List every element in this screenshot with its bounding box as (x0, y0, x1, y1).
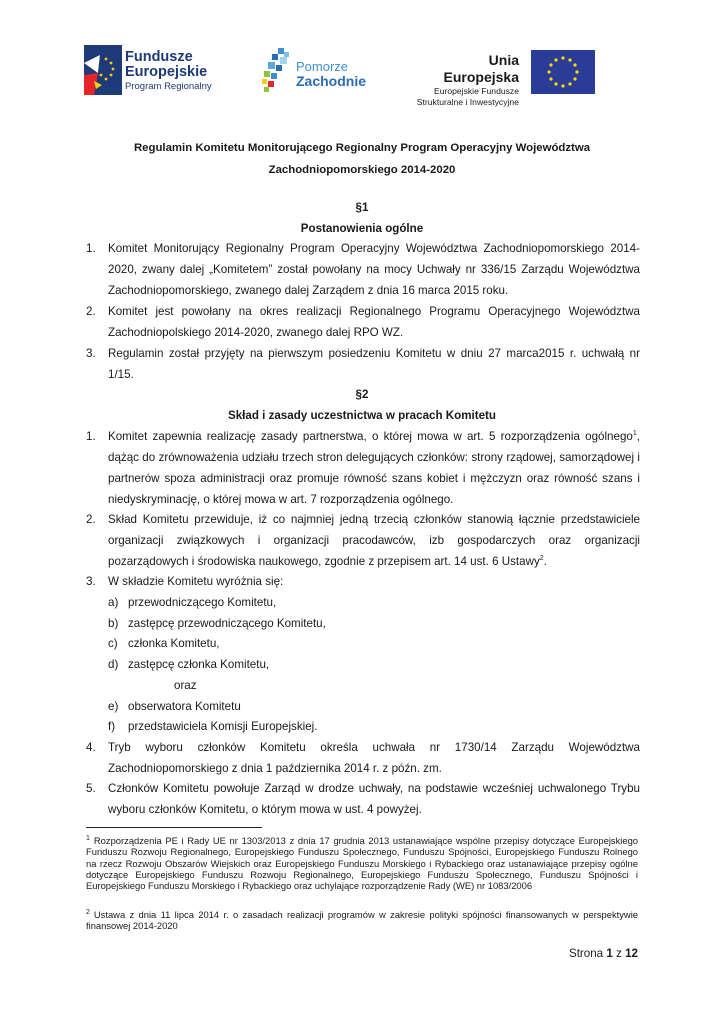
list-item (86, 737, 640, 779)
footnote-mark: 2 (86, 908, 90, 916)
item-number: 1. (86, 242, 96, 255)
eu-flag-icon (531, 50, 595, 94)
item-number: 1. (86, 430, 96, 443)
list-item (86, 509, 640, 572)
item-text (108, 426, 640, 510)
section2-heading: Skład i zasady uczestnictwa w pracach Komitetu (227, 409, 497, 422)
sub-item-text: przewodniczącego Komitetu, (128, 596, 277, 609)
sub-list-item (86, 613, 640, 634)
footnote-1 (86, 835, 638, 891)
item-text: Regulamin został przyjęty na pierwszym posiedzeniu Komitetu w dniu 27 marca2015 r. uchwałą nr 1/15. (108, 347, 640, 381)
item-number: 2. (86, 513, 96, 526)
section1-heading: Postanowienia ogólne (300, 222, 424, 235)
section2-sign: §2 (355, 388, 369, 401)
footnote-divider (86, 827, 262, 828)
item-number: 3. (86, 347, 96, 360)
page-prefix: Strona (568, 947, 604, 960)
item-text: W składzie Komitetu wyróżnia się: (108, 575, 284, 588)
footnote-ref-2[interactable]: 2 (539, 555, 544, 563)
footnote-ref-1[interactable]: 1 (632, 430, 637, 438)
title-line1: Regulamin Komitetu Monitorującego Regionalny Program Operacyjny Województwa (133, 142, 591, 154)
list-item (86, 343, 640, 385)
sub-item-letter: f) (108, 720, 116, 733)
sub-item-text: obserwatora Komitetu (128, 700, 241, 713)
item-text: Komitet Monitorujący Regionalny Program Operacyjny Województwa Zachodniopomorskiego 2014-2020, zwany dalej „Komitetem” został powołany na mocy Uchwały nr 336/15 Zarządu Województwa Zachodniopomorskiego, zwanego dalej Zarządem z dnia 16 marca 2015 roku. (108, 242, 640, 297)
sub-item-letter: a) (108, 596, 119, 609)
document-title (100, 137, 624, 181)
item-text (108, 509, 640, 572)
sub-list-item (86, 592, 640, 613)
sub-list-item (86, 696, 640, 717)
pz-logo-line1: Pomorze (296, 59, 349, 74)
item-text: Tryb wyboru członków Komitetu określa uchwała nr 1730/14 Zarządu Województwa Zachodniopomorskiego z dnia 1 października 2014 r. z późn. zm. (108, 741, 640, 775)
fe-logo-line2: Europejskie (125, 64, 208, 80)
sub-item-text: przedstawiciela Komisji Europejskiej. (128, 720, 318, 733)
pomorze-zachodnie-emblem-icon (260, 48, 296, 94)
pz-logo-line2: Zachodnie (296, 73, 367, 89)
sub-item-letter: d) (108, 658, 119, 671)
footnote-text: Ustawa z dnia 11 lipca 2014 r. o zasadach realizacji programów w zakresie polityki spójności finansowanych w perspektywie finansowej 2014-2020 (86, 909, 638, 932)
footnote-text: Rozporządzenia PE i Rady UE nr 1303/2013 z dnia 17 grudnia 2013 ustanawiające wspólne przepisy dotyczące Europejskiego Funduszu Rozwoju Regionalnego, Europejskiego Funduszu Społecznego, Funduszu Spójności, Europejskiego Funduszu Rolnego na rzecz Rozwoju Obszarów Wiejskich oraz Europejskiego Funduszu Morskiego i Rybackiego oraz ustanawiające przepisy ogólne dotyczące Europejskiego Funduszu Rozwoju Regionalnego, Europejskiego Funduszu Społecznego, Funduszu Spójności i Europejskiego Funduszu Morskiego i Rybackiego oraz uchylające rozporządzenie Rady (WE) nr 1083/2006 (86, 835, 638, 892)
section1-sign: §1 (355, 201, 369, 214)
list-item (86, 301, 640, 343)
item-number: 4. (86, 741, 96, 754)
footnote-mark: 1 (86, 834, 90, 842)
sub-item-text: zastępcę członka Komitetu, (128, 658, 270, 671)
fe-logo-line1: Fundusze (125, 49, 193, 65)
footnote-2 (86, 909, 638, 932)
oraz-connector: oraz (174, 679, 197, 692)
sub-list-item (86, 654, 640, 675)
item-number: 5. (86, 782, 96, 795)
item-text-part: , dążąc do zrównoważenia udziału trzech stron delegujących członków: strony rządowej, samorządowej i partnerów spoza administracji oraz promuje równość szans kobiet i mężczyzn oraz równość szans i niedyskryminację, o której mowa w art. 7 rozporządzenia ogólnego. (108, 430, 640, 506)
item-number: 3. (86, 575, 96, 588)
sub-item-text: zastępcę przewodniczącego Komitetu, (128, 617, 326, 630)
page-number (560, 947, 638, 960)
sub-item-text: członka Komitetu, (128, 637, 220, 650)
item-number: 2. (86, 305, 96, 318)
list-item (86, 778, 640, 820)
sub-list-item (86, 716, 640, 737)
fe-logo-line3: Program Regionalny (125, 81, 212, 92)
page-current: 1 (606, 947, 613, 960)
item-text-part: Skład Komitetu przewiduje, iż co najmniej jedną trzecią członków stanowią łącznie przedstawiciele organizacji związkowych i organizacji pracodawców, izb gospodarczych oraz organizacji pozarządowych i środowiska naukowego, zgodnie z przepisem art. 14 ust. 6 Ustawy (108, 513, 640, 568)
pomorze-zachodnie-logo (296, 60, 366, 89)
title-line2: Zachodniopomorskiego 2014-2020 (268, 164, 456, 176)
item-text: Członków Komitetu powołuje Zarząd w drodze uchwały, na podstawie wcześniej uchwalonego Trybu wyboru członków Komitetu, o którym mowa w ust. 4 powyżej. (108, 782, 640, 816)
sub-item-letter: b) (108, 617, 119, 630)
ue-logo-line1: Unia Europejska (443, 52, 519, 85)
item-text: Komitet jest powołany na okres realizacji Regionalnego Programu Operacyjnego Województwa Zachodniopolskiego 2014-2020, zwanego dalej RPO WZ. (108, 305, 640, 339)
sub-list-item (86, 633, 640, 654)
unia-europejska-logo (415, 52, 519, 108)
ue-logo-line3: Strukturalne i Inwestycyjne (416, 97, 519, 107)
page-sep: z (616, 947, 622, 960)
sub-item-letter: e) (108, 700, 119, 713)
item-text-part: Komitet zapewnia realizację zasady partnerstwa, o której mowa w art. 5 rozporządzenia ogólnego (108, 430, 633, 443)
list-item (86, 426, 640, 510)
fundusze-europejskie-flag-icon (84, 45, 122, 95)
item-text-part: . (543, 555, 547, 568)
sub-item-letter: c) (108, 637, 118, 650)
list-item (86, 238, 640, 301)
header-logos (0, 0, 724, 110)
fundusze-europejskie-logo (125, 50, 212, 93)
list-item (86, 571, 640, 592)
page-total: 12 (625, 947, 638, 960)
ue-logo-line2: Europejskie Fundusze (433, 86, 519, 96)
